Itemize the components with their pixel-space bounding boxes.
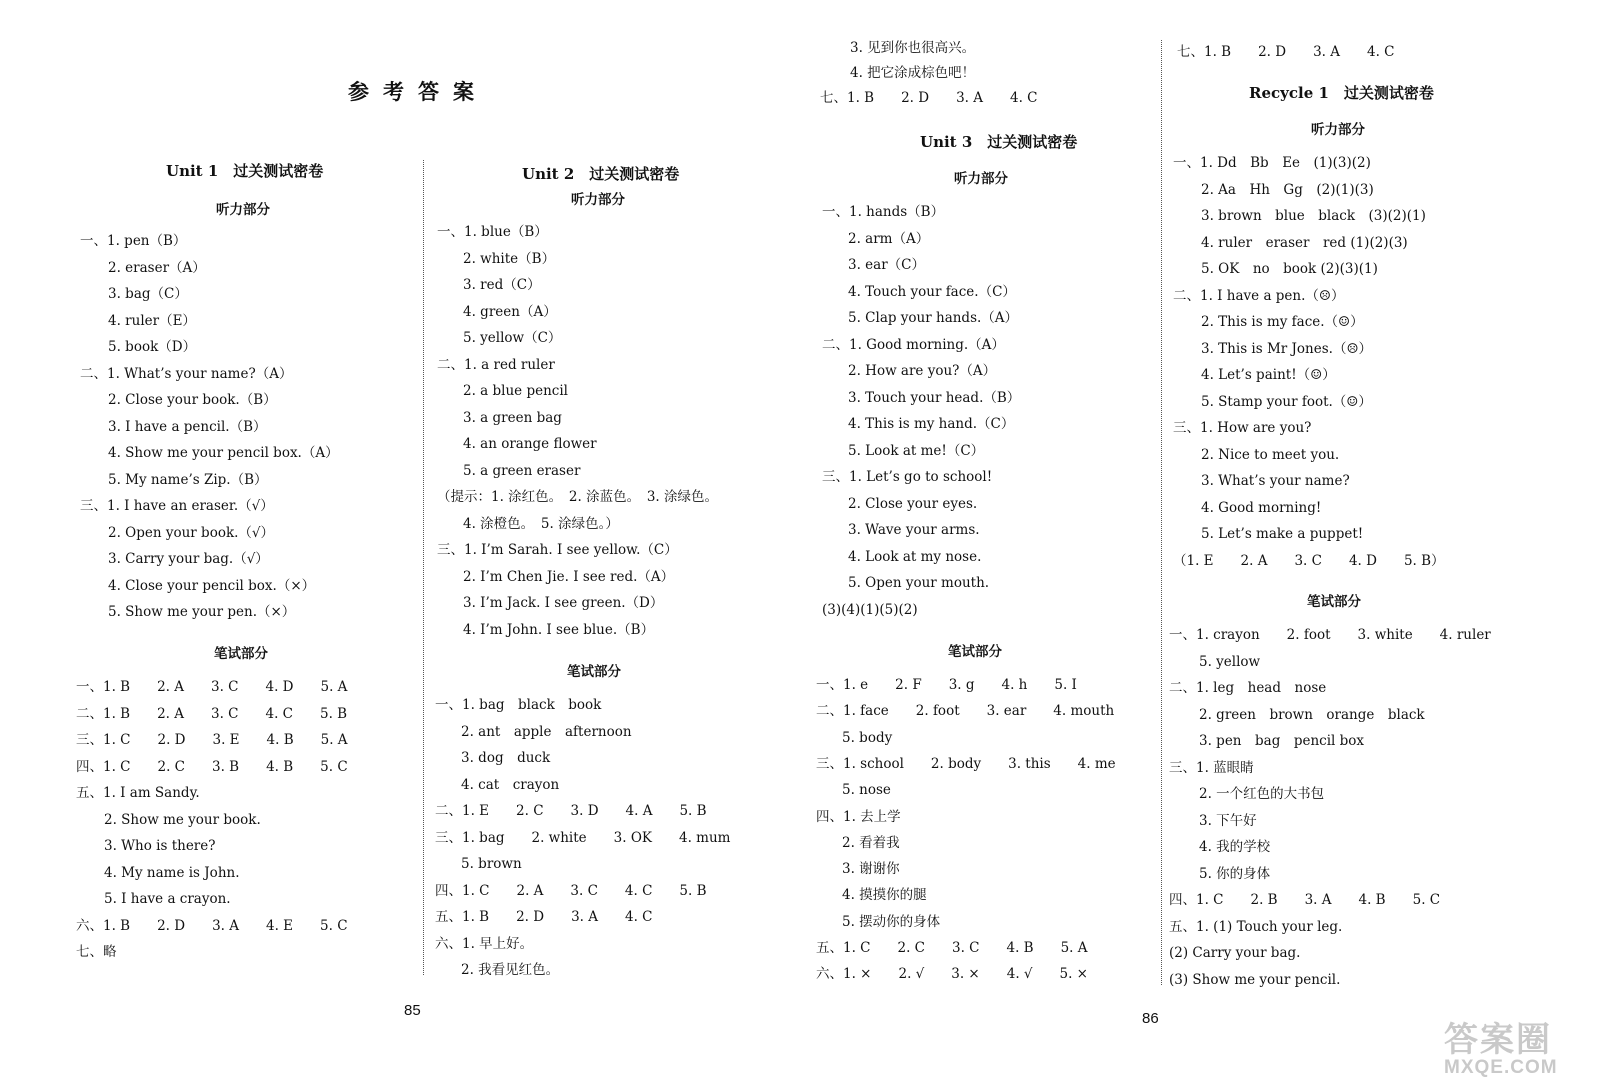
- watermark-logo: [1444, 1012, 1594, 1082]
- answer-line: 2. Open your book.（√）: [108, 524, 275, 541]
- page-title: 参考答案: [348, 79, 488, 104]
- answer-line: 2. Close your book.（B）: [108, 392, 277, 408]
- answer-line: 一、1. hands（B）: [822, 204, 945, 220]
- answer-line: 4. Touch your face.（C）: [848, 283, 1016, 300]
- answer-line: 一、1. crayon 2. foot 3. white 4. ruler: [1169, 627, 1491, 643]
- answer-line: 2. 看着我: [842, 834, 900, 851]
- answer-line: 3. dog duck: [461, 750, 551, 766]
- answer-line: 5. 你的身体: [1199, 865, 1271, 882]
- answer-line: 2. How are you?（A）: [848, 363, 997, 379]
- answer-line: 一、1. Dd Bb Ee (1)(3)(2): [1173, 155, 1371, 171]
- answer-line: 4. ruler eraser red (1)(2)(3): [1201, 234, 1408, 251]
- answer-line: 5. body: [842, 729, 893, 746]
- recycle1-listening-label: 听力部分: [1311, 122, 1365, 138]
- answer-line: 三、1. bag 2. white 3. OK 4. mum: [435, 829, 731, 846]
- answer-line: 4. 涂橙色。 5. 涂绿色。）: [463, 515, 619, 532]
- answer-line: 3. ear（C）: [848, 257, 925, 273]
- answer-line: 2. Aa Hh Gg (2)(1)(3): [1201, 181, 1374, 198]
- answer-line: 五、1. (1) Touch your leg.: [1169, 918, 1343, 935]
- answer-line: 一、1. B 2. A 3. C 4. D 5. A: [76, 679, 348, 695]
- answer-line: 3. Touch your head.（B）: [848, 389, 1021, 406]
- recycle1-written-label: 笔试部分: [1307, 594, 1361, 610]
- unit1-listening-label: 听力部分: [216, 202, 270, 218]
- answer-line: 3. 谢谢你: [842, 861, 900, 878]
- answer-line: 三、1. How are you?: [1173, 420, 1312, 436]
- unit3-heading: Unit 3 过关测试密卷: [920, 133, 1078, 151]
- unit1-written-label: 笔试部分: [214, 646, 268, 662]
- answer-line: 三、1. school 2. body 3. this 4. me: [816, 755, 1116, 772]
- answer-line: 四、1. 去上学: [816, 808, 901, 825]
- answer-line: 七、略: [76, 944, 117, 960]
- answer-line: 3. Wave your arms.: [848, 522, 980, 538]
- answer-line: 三、1. I have an eraser.（√）: [80, 498, 274, 514]
- answer-line: 六、1. 早上好。: [435, 935, 534, 952]
- answer-line: 3. Carry your bag.（√）: [108, 551, 269, 567]
- answer-line: 2. Show me your book.: [104, 811, 261, 828]
- answer-line: 三、1. I’m Sarah. I see yellow.（C）: [437, 542, 678, 558]
- answer-line: 4. Show me your pencil box.（A）: [108, 445, 339, 461]
- answer-line: 二、1. leg head nose: [1169, 680, 1327, 696]
- answer-line: 二、1. I have a pen.（☹）: [1173, 287, 1345, 304]
- answer-line: 2. I’m Chen Jie. I see red.（A）: [463, 568, 675, 585]
- answer-line: 五、1. I am Sandy.: [76, 785, 200, 801]
- unit3-listening-label: 听力部分: [954, 171, 1008, 187]
- answer-line: 六、1. B 2. D 3. A 4. E 5. C: [76, 917, 348, 934]
- answer-line: 5. Look at me!（C）: [848, 442, 985, 459]
- recycle1-heading: Recycle 1 过关测试密卷: [1249, 84, 1434, 102]
- watermark-url: MXQE.COM: [1444, 1057, 1558, 1078]
- answer-line: 3. Who is there?: [104, 838, 216, 854]
- answer-line: 3. I’m Jack. I see green.（D）: [463, 595, 664, 611]
- unit3-written-label: 笔试部分: [948, 644, 1002, 660]
- column-divider: [423, 160, 424, 975]
- answer-line: 四、1. C 2. A 3. C 4. C 5. B: [435, 882, 707, 899]
- page-number-right: 86: [1142, 1010, 1159, 1027]
- answer-line: 二、1. What’s your name?（A）: [80, 365, 293, 382]
- answer-line: 4. My name is John.: [104, 864, 240, 881]
- answer-line: 5. Clap your hands.（A）: [848, 310, 1019, 326]
- answer-line: 3. 下午好: [1199, 812, 1257, 829]
- answer-line: 3. brown blue black (3)(2)(1): [1201, 208, 1426, 224]
- right-page: [800, 0, 1600, 1086]
- answer-line: 4. green（A）: [463, 303, 557, 320]
- answer-line: 5. My name’s Zip.（B）: [108, 471, 268, 488]
- answer-line: 一、1. blue（B）: [437, 224, 548, 240]
- answer-line: 一、1. bag black book: [435, 697, 602, 713]
- answer-line: 4. 摸摸你的腿: [842, 887, 927, 904]
- answer-line: 一、1. pen（B）: [80, 233, 187, 249]
- answer-line: 5. 摆动你的身体: [842, 913, 941, 930]
- answer-line: 5. yellow（C）: [463, 330, 562, 346]
- answer-line: 3. pen bag pencil box: [1199, 733, 1365, 749]
- answer-line: 四、1. C 2. B 3. A 4. B 5. C: [1169, 892, 1441, 908]
- answer-line: 四、1. C 2. C 3. B 4. B 5. C: [76, 758, 348, 775]
- answer-line: (3) Show me your pencil.: [1169, 971, 1341, 988]
- answer-line: 3. red（C）: [463, 277, 541, 293]
- answer-line: 三、1. Let’s go to school!: [822, 469, 993, 485]
- answer-line: 七、1. B 2. D 3. A 4. C: [1177, 44, 1395, 60]
- column-divider-right: [1161, 40, 1162, 985]
- answer-line: 5. Show me your pen.（×）: [108, 604, 296, 620]
- answer-line: 六、1. × 2. √ 3. × 4. √ 5. ×: [816, 966, 1088, 983]
- unit2-heading: Unit 2 过关测试密卷: [522, 165, 680, 183]
- answer-line: 2. Close your eyes.: [848, 495, 978, 512]
- answer-line: 5. I have a crayon.: [104, 891, 231, 907]
- answer-line: 5. book（D）: [108, 339, 197, 355]
- answer-line: 4. 把它涂成棕色吧！: [850, 65, 976, 81]
- answer-line: 4. Good morning!: [1201, 499, 1322, 516]
- answer-line: 七、1. B 2. D 3. A 4. C: [820, 90, 1038, 106]
- answer-line: 2. ant apple afternoon: [461, 723, 632, 740]
- answer-line: （提示：1. 涂红色。 2. 涂蓝色。 3. 涂绿色。: [437, 489, 719, 505]
- answer-line: 5. Let’s make a puppet!: [1201, 526, 1364, 542]
- answer-line: 三、1. C 2. D 3. E 4. B 5. A: [76, 732, 348, 748]
- answer-line: 4. Let’s paint!（☺）: [1201, 367, 1336, 383]
- answer-line: 4. I’m John. I see blue.（B）: [463, 621, 655, 638]
- answer-line: 三、1. 蓝眼睛: [1169, 759, 1254, 776]
- page-number-left: 85: [404, 1002, 421, 1019]
- unit2-written-label: 笔试部分: [567, 664, 621, 680]
- answer-line: 4. an orange flower: [463, 436, 597, 452]
- answer-line: 5. yellow: [1199, 653, 1261, 670]
- answer-line: 4. This is my hand.（C）: [848, 416, 1015, 432]
- answer-line: 2. 我看见红色。: [461, 962, 560, 978]
- answer-line: 2. white（B）: [463, 250, 556, 267]
- answer-line: 二、1. face 2. foot 3. ear 4. mouth: [816, 703, 1115, 720]
- answer-line: 二、1. a red ruler: [437, 356, 555, 373]
- answer-line: 五、1. C 2. C 3. C 4. B 5. A: [816, 940, 1088, 956]
- answer-line: 4. cat crayon: [461, 776, 560, 793]
- answer-line: 4. Close your pencil box.（×）: [108, 577, 316, 594]
- answer-line: (3)(4)(1)(5)(2): [822, 601, 918, 618]
- answer-line: 二、1. B 2. A 3. C 4. C 5. B: [76, 705, 348, 722]
- answer-line: 五、1. B 2. D 3. A 4. C: [435, 909, 653, 925]
- answer-line: 2. a blue pencil: [463, 383, 568, 399]
- answer-line: 5. a green eraser: [463, 462, 581, 479]
- answer-line: 4. ruler（E）: [108, 312, 196, 329]
- answer-line: （1. E 2. A 3. C 4. D 5. B）: [1173, 552, 1445, 569]
- answer-line: 3. I have a pencil.（B）: [108, 418, 267, 435]
- answer-line: 3. bag（C）: [108, 286, 188, 302]
- answer-line: 二、1. Good morning.（A）: [822, 336, 1005, 353]
- answer-line: 4. 我的学校: [1199, 839, 1271, 855]
- answer-line: 4. Look at my nose.: [848, 548, 982, 565]
- answer-line: 2. eraser（A）: [108, 259, 206, 276]
- answer-line: 3. a green bag: [463, 409, 562, 426]
- answer-line: 2. 一个红色的大书包: [1199, 786, 1325, 802]
- answer-line: 3. What’s your name?: [1201, 473, 1350, 489]
- answer-line: 一、1. e 2. F 3. g 4. h 5. I: [816, 677, 1077, 693]
- answer-line: 5. OK no book (2)(3)(1): [1201, 261, 1378, 277]
- answer-line: 5. Stamp your foot.（☺）: [1201, 393, 1372, 410]
- answer-line: 二、1. E 2. C 3. D 4. A 5. B: [435, 803, 707, 819]
- answer-line: 5. nose: [842, 782, 891, 799]
- answer-line: 2. This is my face.（☺）: [1201, 314, 1364, 330]
- unit2-listening-label: 听力部分: [571, 192, 625, 208]
- answer-line: 2. green brown orange black: [1199, 706, 1425, 723]
- answer-line: 2. Nice to meet you.: [1201, 446, 1340, 463]
- answer-line: (2) Carry your bag.: [1169, 945, 1301, 961]
- unit1-heading: Unit 1 过关测试密卷: [166, 162, 324, 180]
- answer-line: 3. 见到你也很高兴。: [850, 40, 976, 56]
- answer-line: 3. This is Mr Jones.（☹）: [1201, 340, 1373, 357]
- watermark-text: 答案圈: [1444, 1021, 1552, 1059]
- answer-line: 5. Open your mouth.: [848, 575, 990, 591]
- answer-line: 5. brown: [461, 856, 522, 872]
- answer-line: 2. arm（A）: [848, 230, 930, 247]
